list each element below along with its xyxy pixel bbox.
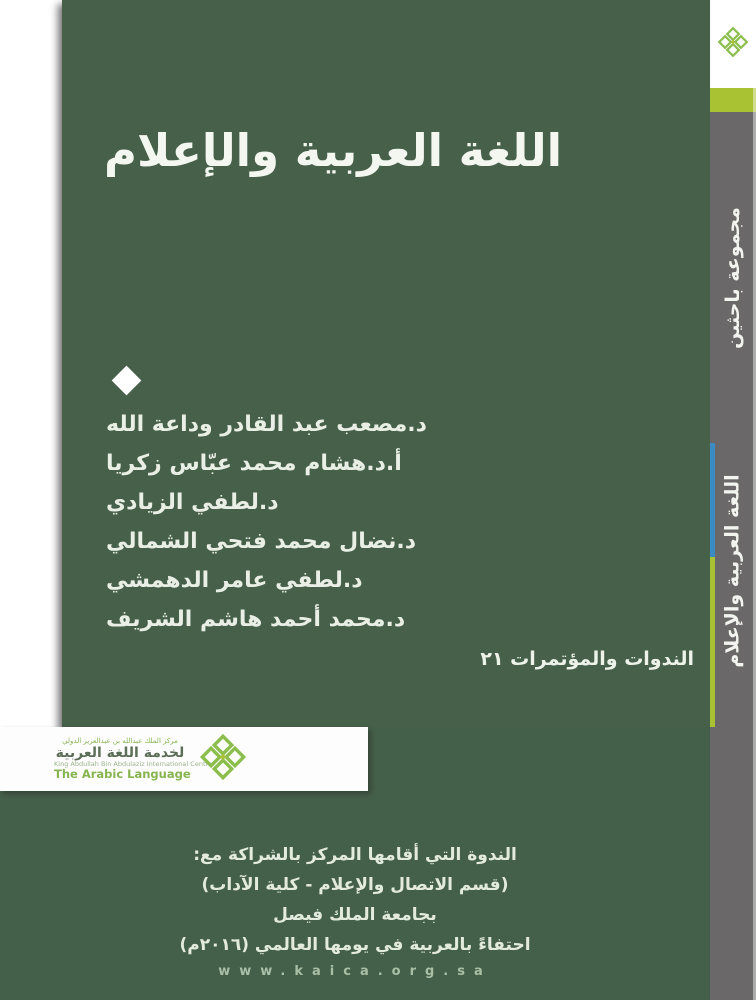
author-name: د.لطفي الزيادي [106,490,279,515]
spine-title-label: اللغة العربية والإعلام [722,474,745,668]
event-line: الندوة التي أقامها المركز بالشراكة مع: [193,845,517,865]
cover-panel [62,0,710,727]
author-name: د.مصعب عبد القادر وداعة الله [106,412,427,437]
publisher-name-ar-main: لخدمة اللغة العربية [55,744,185,761]
series-caption: الندوات والمؤتمرات ٢١ [480,648,694,670]
kaica-emblem-icon [196,730,250,788]
author-name: أ.د.هشام محمد عبّاس زكريا [106,451,402,476]
author-list [106,405,427,639]
kaica-emblem-small-icon [715,24,751,64]
event-line: (قسم الاتصال والإعلام - كلية الآداب) [201,875,509,895]
book-title: اللغة العربية والإعلام [104,124,563,177]
spine-logo-box [710,0,756,88]
author-name: د.نضال محمد فتحي الشمالي [106,529,417,554]
publisher-logo-strip [0,727,368,791]
publisher-website: www.kaica.org.sa [218,964,492,979]
bottom-section [0,727,710,1000]
author-name: د.لطفي عامر الدهمشي [106,568,363,593]
publisher-name-en-main: The Arabic Language [54,767,191,782]
event-description [0,840,710,960]
spine-group-label: مجموعة باحثين [722,206,745,349]
spine-lime-band [710,88,756,112]
spine-sidebar [710,0,756,1000]
author-name: د.محمد أحمد هاشم الشريف [106,607,406,632]
event-line: احتفاءً بالعربية في يومها العالمي (٢٠١٦م) [179,935,531,955]
publisher-logo-text [54,736,213,782]
publisher-name-ar-small: مركز الملك عبدالله بن عبدالعزيز الدولي [62,736,178,745]
event-line: بجامعة الملك فيصل [273,905,437,925]
diamond-bullet-icon [112,366,142,396]
publisher-name-en-small: King Abdullah Bin Abdulaziz International Centre [54,759,213,768]
